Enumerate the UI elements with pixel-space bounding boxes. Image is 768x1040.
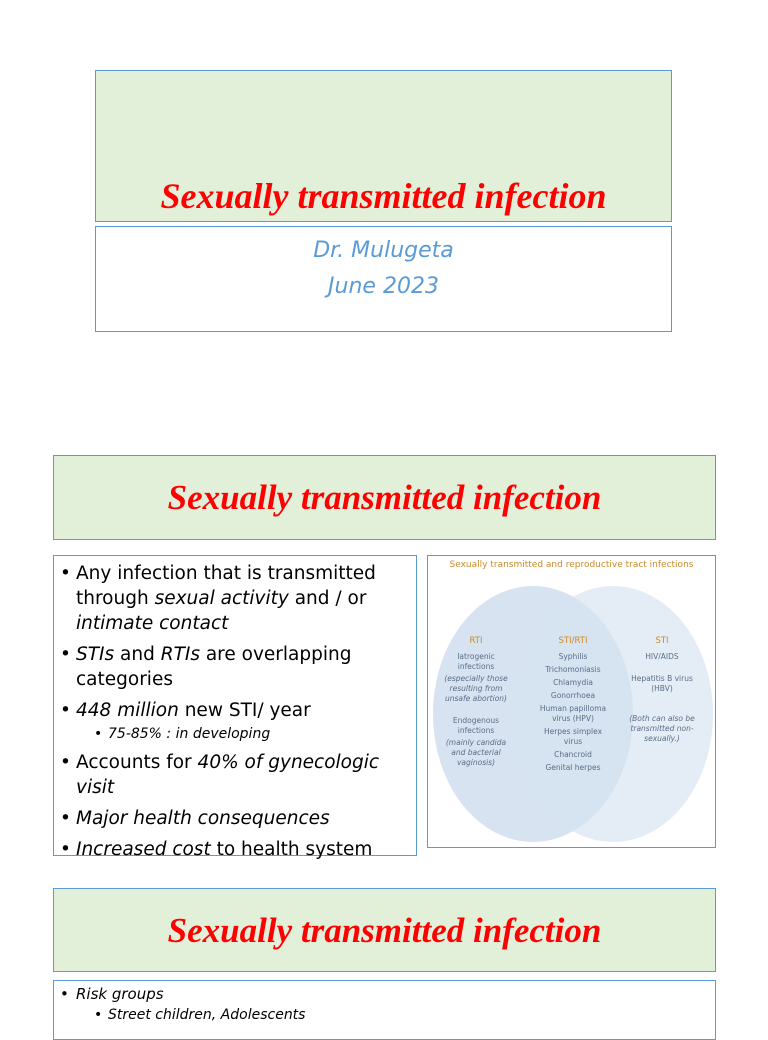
slide1-date: June 2023 [328, 274, 439, 299]
slide3-bullet-list [58, 984, 711, 1025]
bullet-incidence: • 448 million new STI/ year • 75-85% : in developing [58, 698, 412, 744]
slide2-title-box [53, 455, 716, 540]
venn-sti-note: (Both can also be transmitted non-sexually.) [629, 714, 695, 743]
venn-label-rti: RTI [469, 636, 483, 646]
venn-mid-item: Chancroid [554, 750, 592, 759]
venn-mid-item: Genital herpes [545, 763, 601, 772]
slide2-content-box [53, 555, 417, 860]
slide3-title: Sexually transmitted infection [167, 911, 602, 950]
venn-mid-item: Gonorrhoea [550, 691, 596, 700]
venn-rti-item1: Iatrogenic infections [457, 652, 495, 671]
venn-rti-item2: Endogenous infections [452, 716, 500, 735]
venn-mid-item: Trichomoniasis [545, 665, 601, 674]
bullet-definition: • Any infection that is transmitted through sexual activity and / or intimate contact [58, 561, 412, 636]
sub-bullet-developing: • 75-85% : in developing [92, 724, 412, 744]
venn-title: Sexually transmitted and reproductive tract infections [449, 560, 694, 570]
slide2-bullet-list [58, 561, 412, 862]
venn-sti-item2: Hepatitis B virus (HBV) [631, 674, 693, 693]
venn-mid-item: Human papilloma virus (HPV) [539, 704, 607, 723]
slide3-title-box [53, 888, 716, 972]
venn-rti-note1: (especially those resulting from unsafe abortion) [444, 674, 508, 703]
slide1-subtitle-box [95, 226, 672, 332]
bullet-gyn-visit: • Accounts for 40% of gynecologic visit [58, 750, 412, 800]
venn-label-sti-rti: STI/RTI [558, 636, 588, 646]
slide3-content-box [53, 980, 716, 1040]
bullet-overlap: • STIs and RTIs are overlapping categories [58, 642, 412, 692]
slide1-title: Sexually transmitted infection [160, 176, 607, 216]
slide2-title: Sexually transmitted infection [167, 478, 602, 517]
venn-label-sti: STI [655, 636, 669, 646]
slide1-author: Dr. Mulugeta [313, 238, 454, 263]
venn-mid-item: Chlamydia [553, 678, 593, 687]
sub-bullet-street-children: • Street children, Adolescents [92, 1005, 711, 1025]
venn-figure-box [427, 555, 716, 848]
bullet-risk-groups: • Risk groups • Street children, Adolescents [58, 984, 711, 1025]
slide1-title-box [95, 70, 672, 222]
venn-mid-item: Herpes simplex virus [543, 727, 603, 746]
bullet-consequences: • Major health consequences [58, 806, 412, 831]
venn-mid-item: Syphilis [558, 652, 588, 661]
venn-sti-item1: HIV/AIDS [645, 652, 679, 661]
bullet-cost: • Increased cost to health system [58, 837, 412, 862]
venn-rti-note2: (mainly candida and bacterial vaginosis) [445, 738, 507, 767]
venn-mid-items [536, 652, 610, 773]
